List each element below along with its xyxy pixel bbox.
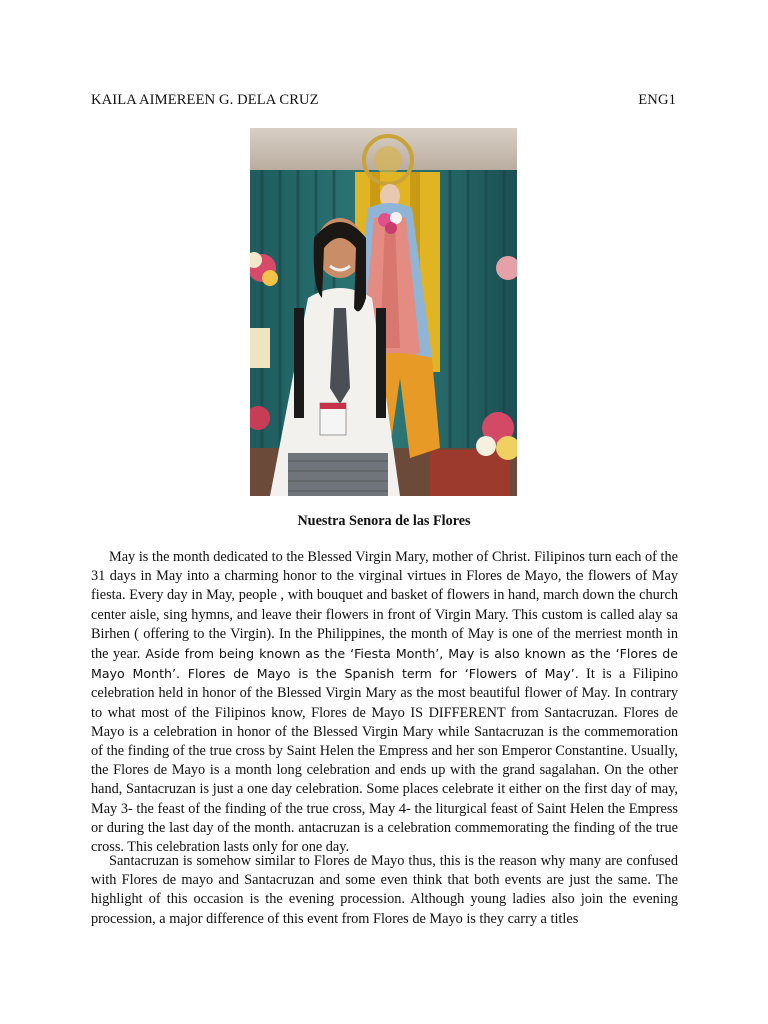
- paragraph-2: [91, 852, 678, 929]
- photo-student-with-virgin-mary-statue: [250, 128, 517, 496]
- paragraph-1: [91, 548, 678, 857]
- paragraph-1-text-a: May is the month dedicated to the Blessed Virgin Mary, mother of Christ. Filipinos turn each of the 31 days in May into a charming honor to the virginal virtues in Flores de Mayo, the flowers of May fiesta. Every day in May, people , with bouquet and basket of flowers in hand, march down the church center aisle, sing hymns, and leave their flowers in front of Virgin Mary. This custom is called alay sa Birhen ( offering to the Virgin). In the Philippines, the month of May is one of the merriest month in the year.: [91, 549, 678, 663]
- paragraph-1-text-c: It is a Filipino celebration held in honor of the Blessed Virgin Mary as the most beautiful flower of May. In contrary to what most of the Filipinos know, Flores de Mayo IS DIFFERENT from Santacruzan. Flores de Mayo is a celebration in honor of the Blessed Virgin Mary while Santacruzan is the commemoration of the finding of the true cross by Saint Helen the Empress and her son Emperor Constantine. Usually, the Flores de Mayo is a month long celebration and ends up with the grand sagalahan. On the other hand, Santacruzan is just a one day celebration. Some places celebrate it either on the first day of may, May 3- the feast of the finding of the true cross, May 4- the liturgical feast of Saint Helen the Empress or during the last day of the month. antacruzan is a celebration commemorating the finding of the true cross. This celebration lasts only for one day.: [91, 666, 678, 856]
- paragraph-1-text-b: Aside from being known as the ‘Fiesta Month’, May is also known as the ‘Flores de Mayo Month’. Flores de Mayo is the Spanish term for ‘Flowers of May’.: [91, 646, 678, 682]
- document-header: [91, 92, 676, 109]
- course-code: ENG1: [638, 92, 676, 108]
- author-name: KAILA AIMEREEN G. DELA CRUZ: [91, 92, 319, 108]
- paragraph-2-text: Santacruzan is somehow similar to Flores de Mayo thus, this is the reason why many are confused with Flores de mayo and Santacruzan and some even think that both events are just the same. The highlight of this occasion is the evening procession. Although young ladies also join the evening procession, a major difference of this event from Flores de Mayo is they carry a titles: [91, 853, 678, 927]
- document-title: Nuestra Senora de las Flores: [297, 513, 471, 529]
